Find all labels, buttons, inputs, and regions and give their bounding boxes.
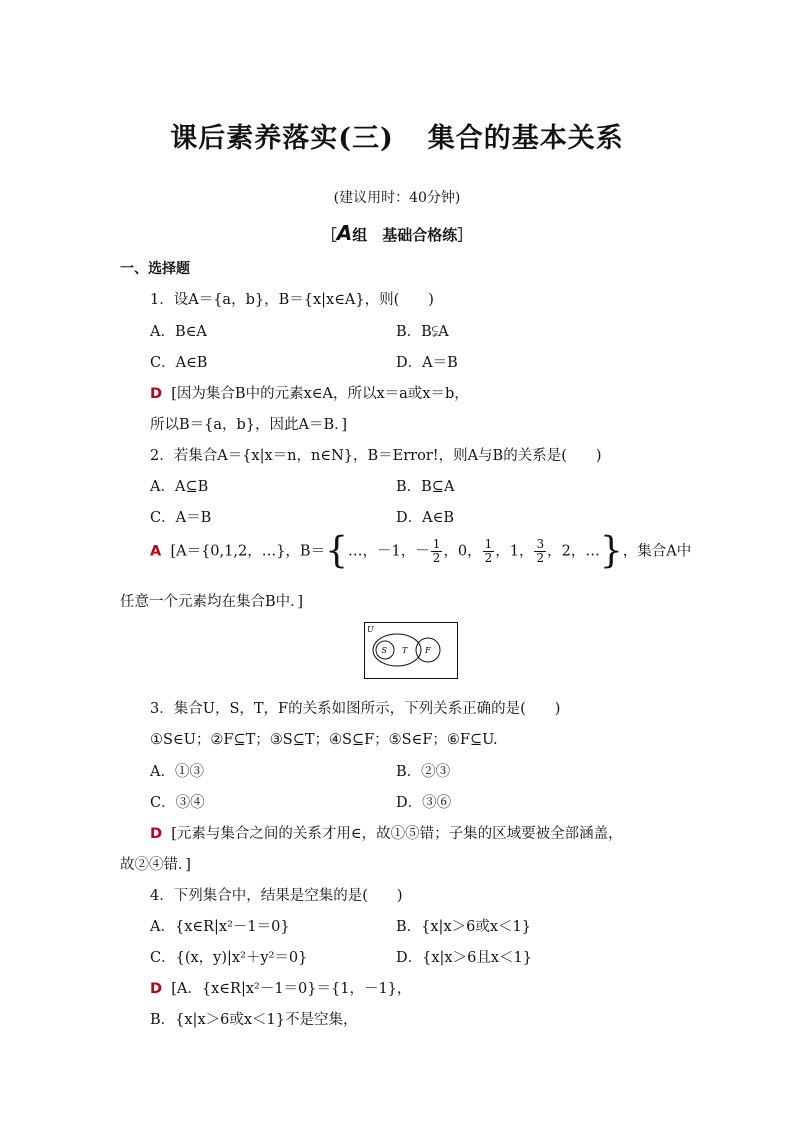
q4-option-b: B．{x|x＞6或x＜1} xyxy=(396,919,531,935)
q3-stem: 3．集合U，S，T，F的关系如图所示，下列关系正确的是( ) xyxy=(150,701,561,717)
q4-option-c: C．{(x，y)|x²＋y²＝0} xyxy=(150,950,308,966)
group-label: 组 基础合格练 xyxy=(352,226,458,244)
frac2-num: 1 xyxy=(484,537,493,551)
q1-option-c: C．A∈B xyxy=(150,355,208,371)
q2-exp-pre: [A＝{0,1,2，…}，B＝ xyxy=(170,543,326,560)
q2-seq-1: …，－1，－ xyxy=(348,543,430,560)
q2-option-b: B．B⊆A xyxy=(396,479,455,495)
label-t: T xyxy=(402,646,408,655)
q1-explanation-line1 xyxy=(150,382,469,403)
q4-explanation-line1 xyxy=(150,977,411,998)
q1-explanation-line2: 所以B＝{a，b}，因此A＝B．] xyxy=(150,417,348,433)
q1-option-b: B．B⫋A xyxy=(396,324,449,340)
q2-seq-4: ，2，… xyxy=(547,543,600,560)
time-note: (建议用时：40分钟) xyxy=(333,190,461,206)
group-heading xyxy=(0,221,794,245)
q3-explanation-line1 xyxy=(150,822,623,843)
q2-seq-2: ，0， xyxy=(443,543,482,560)
frac3-num: 3 xyxy=(536,537,545,551)
q1-answer: D xyxy=(150,386,163,402)
q2-explanation-line2: 任意一个元素均在集合B中．] xyxy=(120,594,304,610)
label-u: U xyxy=(367,625,374,634)
q4-option-d: D．{x|x＞6且x＜1} xyxy=(396,950,532,966)
q2-seq-3: ，1， xyxy=(495,543,534,560)
fraction-three-halves xyxy=(534,538,546,565)
title-left: 课后素养落实(三) xyxy=(170,123,394,154)
group-close-bracket: ］ xyxy=(457,226,473,244)
venn-diagram xyxy=(364,622,458,679)
q2-option-c: C．A＝B xyxy=(150,510,212,526)
q2-answer: A xyxy=(150,543,162,560)
group-open-bracket: ［ xyxy=(321,226,337,244)
q2-exp-post: ，集合A中 xyxy=(622,543,692,560)
label-f: F xyxy=(425,646,431,655)
q2-stem: 2．若集合A＝{x|x＝n，n∈N}，B＝Error!，则A与B的关系是( ) xyxy=(150,448,602,464)
frac3-den: 2 xyxy=(536,551,545,565)
q4-explanation-line2: B．{x|x＞6或x＜1}不是空集， xyxy=(150,1012,358,1028)
frac2-den: 2 xyxy=(484,551,493,565)
q1-stem: 1．设A＝{a，b}，B＝{x|x∈A}，则( ) xyxy=(150,292,434,308)
q2-option-d: D．A∈B xyxy=(396,510,454,526)
q2-option-a: A．A⊆B xyxy=(150,479,209,495)
title-right: 集合的基本关系 xyxy=(427,123,624,154)
q1-option-a: A．B∈A xyxy=(150,324,207,340)
page-title xyxy=(0,116,794,155)
q4-stem: 4．下列集合中，结果是空集的是( ) xyxy=(150,888,403,904)
right-brace: } xyxy=(599,530,623,572)
section-heading: 一、选择题 xyxy=(120,261,190,277)
fraction-half xyxy=(483,538,495,565)
q3-option-b: B．②③ xyxy=(396,764,451,780)
q3-relations: ①S∈U；②F⊆T；③S⊆T；④S⊆F；⑤S∈F；⑥F⊆U. xyxy=(150,732,498,748)
set-t-ellipse xyxy=(373,634,421,666)
left-brace: { xyxy=(325,530,348,572)
q3-answer: D xyxy=(150,826,163,842)
universal-set-rect xyxy=(365,623,458,679)
q4-exp1: [A．{x∈R|x²－1＝0}＝{1，－1}， xyxy=(171,981,412,997)
q3-explanation-line2: 故②④错．] xyxy=(120,857,191,873)
q4-option-a: A．{x∈R|x²－1＝0} xyxy=(150,919,290,935)
frac1-num: 1 xyxy=(432,537,441,551)
frac1-den: 2 xyxy=(432,551,441,565)
fraction-neg-half xyxy=(431,538,443,565)
q3-option-d: D．③⑥ xyxy=(396,795,452,811)
q3-option-a: A．①③ xyxy=(150,764,204,780)
q1-option-d: D．A＝B xyxy=(396,355,458,371)
q2-explanation-line1 xyxy=(150,530,692,572)
q1-exp1: [因为集合B中的元素x∈A，所以x＝a或x＝b， xyxy=(171,386,469,402)
label-s: S xyxy=(381,646,387,655)
q4-answer: D xyxy=(150,981,163,997)
q3-option-c: C．③④ xyxy=(150,795,205,811)
group-letter: A xyxy=(336,221,353,245)
q3-exp1: [元素与集合之间的关系才用∈，故①⑤错；子集的区域要被全部涵盖， xyxy=(171,826,623,842)
